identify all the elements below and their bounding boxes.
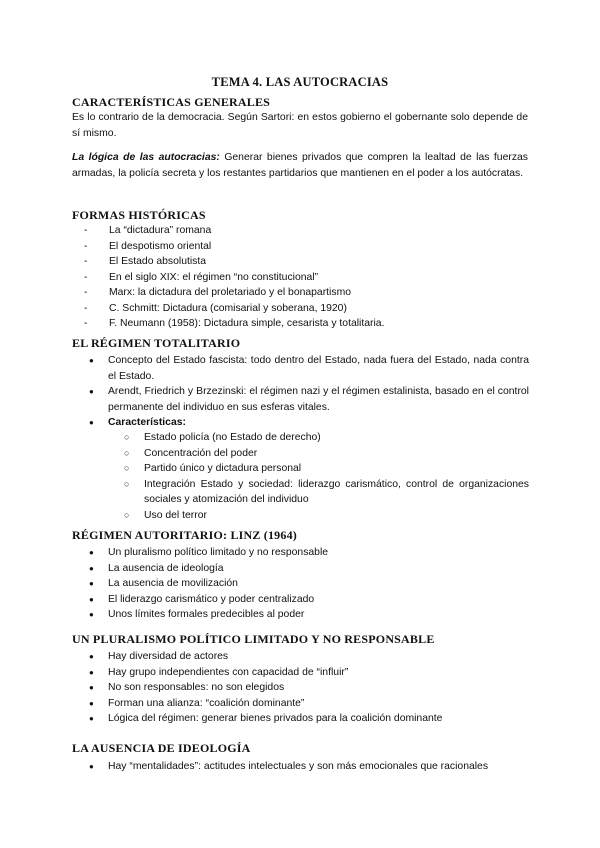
list-item: ○ Estado policía (no Estado de derecho): [124, 432, 321, 443]
list-item: - Marx: la dictadura del proletariado y el bonapartismo: [84, 287, 351, 298]
list-item: - El despotismo oriental: [84, 240, 212, 252]
list-item: ● La ausencia de movilización: [89, 578, 238, 589]
list-item: ● Un pluralismo político limitado y no responsable: [89, 547, 329, 558]
list-item: ● Hay diversidad de actores: [89, 651, 229, 662]
list-item: ● La ausencia de ideología: [89, 562, 224, 574]
heading-caracteristicas: CARACTERÍSTICAS GENERALES: [72, 95, 271, 109]
pluralismo-list: [89, 649, 529, 727]
heading-ideologia: LA AUSENCIA DE IDEOLOGÍA: [72, 741, 251, 755]
list-item: ● Hay grupo independientes con capacidad de “influir”: [89, 666, 349, 678]
list-item: ● El liderazgo carismático y poder centralizado: [89, 593, 315, 605]
heading-totalitario: EL RÉGIMEN TOTALITARIO: [72, 336, 241, 350]
list-item: - En el siglo XIX: el régimen “no constitucional”: [84, 271, 319, 283]
paragraph-sartori: Es lo contrario de la democracia. Según Sartori: en estos gobierno el gobernante solo depende de sí mismo.: [72, 112, 528, 139]
list-item: - C. Schmitt: Dictadura (comisarial y soberana, 1920): [84, 302, 347, 314]
list-item: ● No son responsables: no son elegidos: [89, 682, 285, 693]
list-item: - F. Neumann (1958): Dictadura simple, cesarista y totalitaria.: [84, 318, 385, 329]
list-item: ● Hay “mentalidades”: actitudes intelectuales y son más emocionales que racionales: [89, 761, 489, 772]
list-item: - La “dictadura” romana: [84, 225, 212, 236]
heading-autoritario: RÉGIMEN AUTORITARIO: LINZ (1964): [72, 528, 297, 542]
formas-list: [84, 223, 529, 332]
paragraph-logica: [72, 150, 528, 181]
autoritario-list: [89, 545, 529, 623]
page-title: TEMA 4. LAS AUTOCRACIAS: [211, 75, 389, 89]
list-item: ● Características:: [89, 417, 186, 428]
list-item: ● Forman una alianza: “coalición dominante”: [89, 697, 305, 709]
list-item: ○ Integración Estado y sociedad: liderazgo carismático, control de organizaciones sociales y atomización del individuo: [124, 478, 529, 505]
heading-formas: FORMAS HISTÓRICAS: [72, 208, 206, 222]
ideologia-list: [89, 759, 529, 775]
paragraph-logica-lead: La lógica de las autocracias:: [72, 152, 220, 163]
list-item: ● Unos límites formales predecibles al poder: [89, 609, 305, 620]
caracteristicas-sublist: [124, 430, 529, 523]
totalitario-list: [89, 353, 529, 431]
heading-pluralismo: UN PLURALISMO POLÍTICO LIMITADO Y NO RESPONSABLE: [72, 632, 435, 646]
list-item: ○ Uso del terror: [124, 509, 207, 521]
paragraph-logica-text: Generar bienes privados que compren la lealtad de las fuerzas armadas, la policía secreta y los restantes partidarios que mantienen en el poder a los autócratas.: [72, 152, 528, 179]
list-item: ● Concepto del Estado fascista: todo dentro del Estado, nada fuera del Estado, nada contra el Estado.: [89, 355, 529, 382]
list-item: ○ Concentración del poder: [124, 447, 258, 459]
list-item: ● Lógica del régimen: generar bienes privados para la coalición dominante: [89, 713, 443, 724]
list-item: ● Arendt, Friedrich y Brzezinski: el régimen nazi y el régimen estalinista, basado en el control permanente del individuo en sus esferas vitales.: [89, 386, 529, 413]
list-item: - El Estado absolutista: [84, 256, 207, 267]
list-item: ○ Partido único y dictadura personal: [124, 463, 302, 474]
